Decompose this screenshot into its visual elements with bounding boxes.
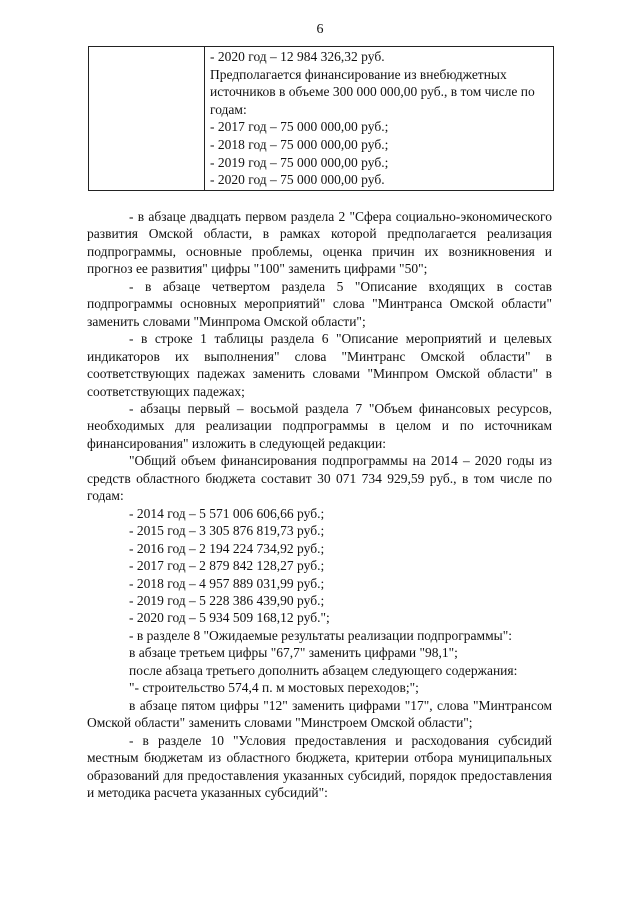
table-line: - 2019 год – 75 000 000,00 руб.; — [210, 154, 389, 170]
funding-year-item: - 2015 год – 3 305 876 819,73 руб.; — [129, 523, 325, 539]
table-line: Предполагается финансирование из внебюджетных — [210, 66, 507, 82]
table-line: - 2018 год – 75 000 000,00 руб.; — [210, 136, 389, 152]
table-line: годам: — [210, 101, 247, 117]
table-line: - 2017 год – 75 000 000,00 руб.; — [210, 119, 389, 135]
paragraph: в абзаце пятом цифры "12" заменить цифрами "17", слова "Минтрансом Омской области" заменить словами "Минстроем Омской области"; — [87, 697, 552, 731]
table-line: источников в объеме 300 000 000,00 руб., в том числе по — [210, 84, 535, 100]
paragraph: - в абзаце четвертом раздела 5 "Описание входящих в состав подпрограммы основных мероприятий" слова "Минтранса Омской области" заменить словами "Минпрома Омской области"; — [87, 278, 552, 329]
funding-year-item: - 2016 год – 2 194 224 734,92 руб.; — [129, 540, 325, 556]
funding-year-item: - 2018 год – 4 957 889 031,99 руб.; — [129, 575, 325, 591]
funding-year-item: - 2017 год – 2 879 842 128,27 руб.; — [129, 558, 325, 574]
funding-year-item: - 2020 год – 5 934 509 168,12 руб."; — [129, 610, 330, 626]
table-cell-right — [205, 47, 554, 191]
document-body — [87, 208, 552, 801]
table-cell-left — [89, 47, 205, 191]
page-number: 6 — [316, 22, 324, 37]
paragraph: - в разделе 10 "Условия предоставления и расходования субсидий местным бюджетам из областного бюджета, критерии отбора муниципальных образований для предоставления указанных субсидий, порядок предоставления и методика расчета указанных субсидий": — [87, 732, 552, 800]
continuation-table — [88, 46, 554, 191]
table-line: - 2020 год – 12 984 326,32 руб. — [210, 49, 385, 64]
paragraph: "Общий объем финансирования подпрограммы на 2014 – 2020 годы из средств областного бюджета составит 30 071 734 929,59 руб., в том числе по годам: — [87, 453, 552, 504]
paragraph: - абзацы первый – восьмой раздела 7 "Объем финансовых ресурсов, необходимых для реализации подпрограммы в целом и по источникам финансирования" изложить в следующей редакции: — [87, 400, 552, 451]
table-line: - 2020 год – 75 000 000,00 руб. — [210, 172, 385, 188]
paragraph: - в абзаце двадцать первом раздела 2 "Сфера социально-экономического развития Омской области, в рамках которой предполагается реализация подпрограммы, основные проблемы, оценка причин их возникновения и прогноз ее развития" цифры "100" заменить цифрами "50"; — [87, 209, 552, 277]
paragraph: после абзаца третьего дополнить абзацем следующего содержания: — [129, 662, 518, 678]
table-row — [89, 47, 554, 191]
paragraph: - в строке 1 таблицы раздела 6 "Описание мероприятий и целевых индикаторов их выполнения" слова "Минтранс Омской области" в соответствующих падежах заменить словами "Минпром Омской области" в соответствующих падежах; — [87, 331, 552, 399]
paragraph: "- строительство 574,4 п. м мостовых переходов;"; — [129, 680, 419, 696]
funding-year-item: - 2019 год – 5 228 386 439,90 руб.; — [129, 592, 325, 608]
paragraph: в абзаце третьем цифры "67,7" заменить цифрами "98,1"; — [129, 645, 458, 661]
paragraph: - в разделе 8 "Ожидаемые результаты реализации подпрограммы": — [129, 627, 512, 643]
funding-year-item: - 2014 год – 5 571 006 606,66 руб.; — [129, 505, 325, 521]
